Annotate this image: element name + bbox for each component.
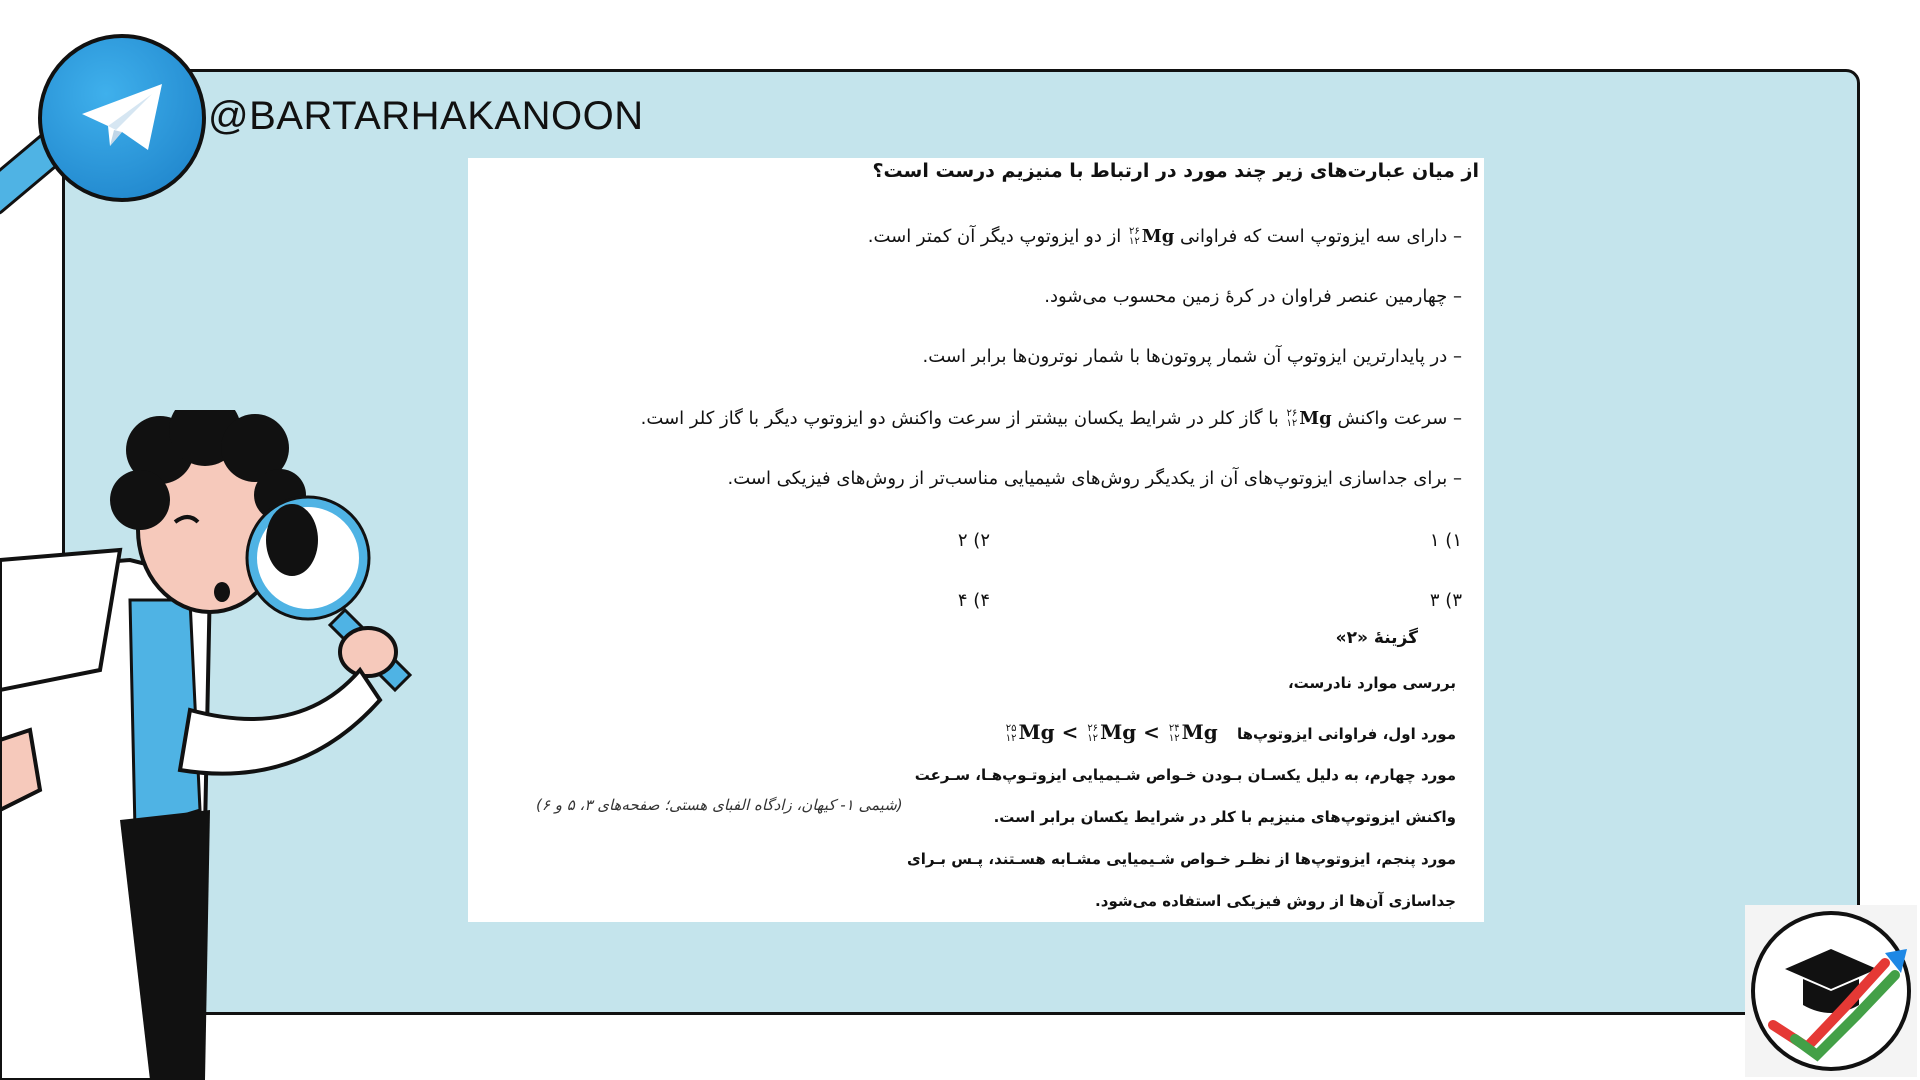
graduation-cap-logo xyxy=(1745,905,1917,1077)
statement-4: – سرعت واکنش ۲۶ ۱۲ Mg با گاز کلر در شرایط یکسان بیشتر از سرعت واکنش دو ایزوتوپ دیگر با گاز کلر است. xyxy=(640,408,1462,429)
question-sheet xyxy=(468,158,1484,922)
option-3[interactable]: ۳) ۳ xyxy=(1429,590,1462,611)
mg-26-isotope: ۲۶ ۱۲ Mg xyxy=(1286,408,1332,429)
answer-line: مورد چهارم، به دلیل یکسـان بـودن خـواص شـیمیایی ایزوتـوپ‌هـا، سـرعت xyxy=(914,766,1456,784)
scientist-magnifier-illustration xyxy=(0,410,440,1080)
option-4[interactable]: ۴) ۴ xyxy=(957,590,990,611)
option-2[interactable]: ۲) ۲ xyxy=(957,530,990,551)
option-1[interactable]: ۱) ۱ xyxy=(1429,530,1462,551)
answer-line: مورد پنجم، ایزوتوپ‌ها از نظـر خـواص شـیمیایی مشـابه هسـتند، پـس بـرای xyxy=(907,850,1456,868)
telegram-icon[interactable] xyxy=(38,34,206,202)
mg-26-isotope: ۲۶ ۱۲ Mg xyxy=(1129,226,1175,247)
answer-line: واکنش ایزوتوپ‌های منیزیم با کلر در شرایط یکسان برابر است. xyxy=(993,808,1456,826)
statement-5: – برای جداسازی ایزوتوپ‌های آن از یکدیگر روش‌های شیمیایی مناسب‌تر از روش‌های فیزیکی است. xyxy=(727,468,1462,489)
channel-handle[interactable]: @BARTARHAKANOON xyxy=(208,94,644,138)
statement-2: – چهارمین عنصر فراوان در کرهٔ زمین محسوب می‌شود. xyxy=(1044,286,1462,307)
answer-review: بررسی موارد نادرست، xyxy=(1287,674,1456,692)
answer-source: (شیمی ۱- کیهان، زادگاه الفبای هستی؛ صفحه‌های ۳، ۵ و ۶) xyxy=(536,796,903,814)
statement-3: – در پایدارترین ایزوتوپ آن شمار پروتون‌ها با شمار نوترون‌ها برابر است. xyxy=(922,346,1462,367)
abundance-order: ۲۵ ۱۲ Mg < ۲۶ ۱۲ Mg < ۲۴ ۱۲ Mg xyxy=(1005,720,1218,744)
answer-line: جداسازی آن‌ها از روش فیزیکی استفاده می‌شود. xyxy=(1095,892,1456,910)
question-title: از میان عبارت‌های زیر چند مورد در ارتباط با منیزیم درست است؟ xyxy=(872,160,1479,182)
statement-1: – دارای سه ایزوتوپ است که فراوانی ۲۶ ۱۲ Mg از دو ایزوتوپ دیگر آن کمتر است. xyxy=(867,226,1462,247)
answer-title: گزینهٔ «۲» xyxy=(1335,628,1418,648)
answer-first-case: مورد اول، فراوانی ایزوتوپ‌ها ۲۵ ۱۲ Mg < ۲۶ ۱۲ Mg < ۲۴ ۱۲ Mg xyxy=(1005,720,1456,744)
